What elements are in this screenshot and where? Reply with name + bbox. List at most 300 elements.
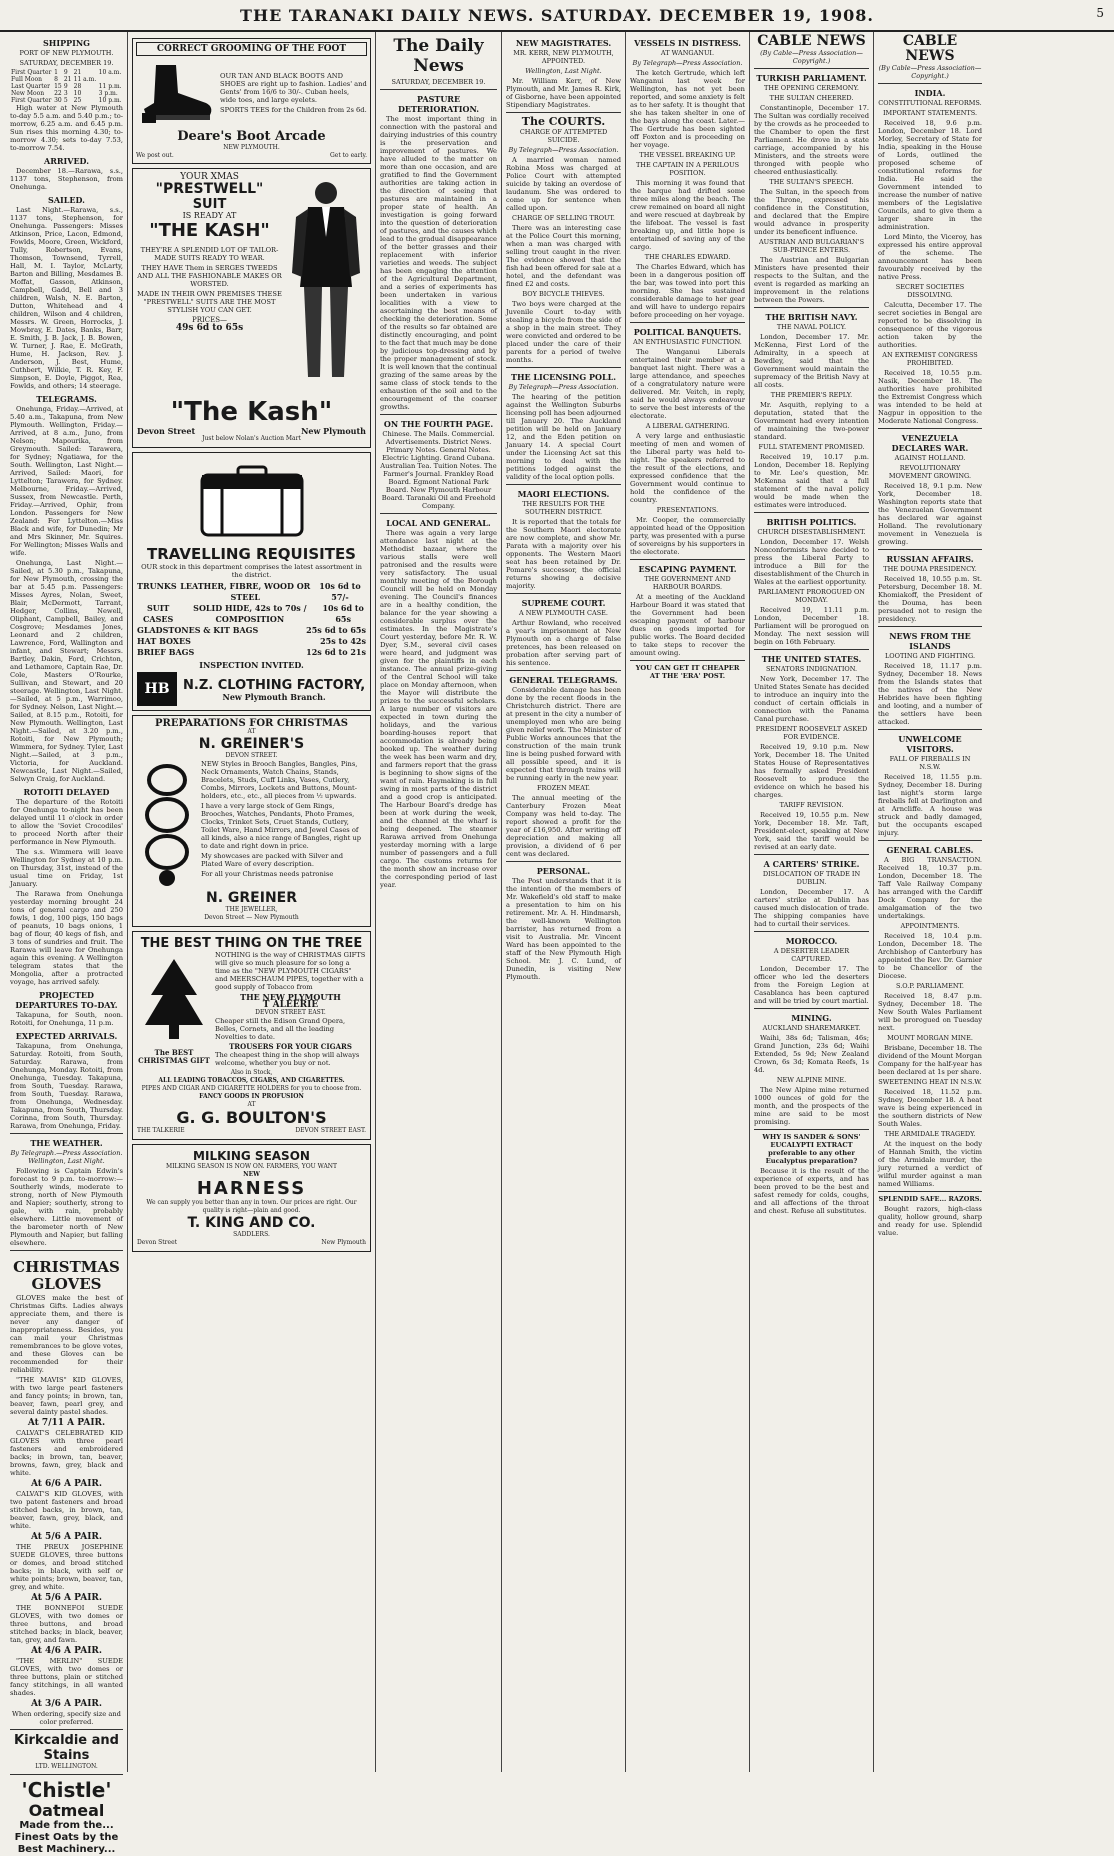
turkish-heading: TURKISH PARLIAMENT.	[756, 73, 867, 83]
british-politics-sub: CHURCH DISESTABLISHMENT.	[757, 528, 866, 536]
moon-cell: 28	[73, 83, 82, 90]
glove-item-price: At 6/6 A PAIR.	[30, 1479, 103, 1489]
russian-heading: RUSSIAN AFFAIRS.	[886, 554, 974, 564]
boot-store: Deare's Boot Arcade	[177, 129, 326, 144]
travel-cell: GLADSTONES & KIT BAGS	[137, 625, 259, 635]
moon-row	[10, 97, 123, 104]
edward-text: The Charles Edward, which has been in a dangerous position off the bar, was towed into port this morning. She has sustained considerable damage to her gear and will have to undergo repairs before proceeding on her voyage.	[630, 263, 745, 319]
tree-text-3: TROUSERS FOR YOUR CIGARS	[229, 1042, 352, 1051]
gloves-text: GLOVES make the best of Christmas Gifts. Ladies always appreciate them, and there is never any danger of inappropriateness. Besides, you can mail your Christmas remembrances to be glove votes, and these Gloves can be recommended for their reliability.	[10, 1294, 123, 1374]
moon-cell: 5	[63, 97, 68, 104]
bicycle-text: Two boys were charged at the Juvenile Court to-day with stealing a bicycle from the side of a shop in the main street. They were convicted and ordered to be placed under the care of their parents for a period of twelve months.	[506, 300, 621, 364]
weather-heading: THE WEATHER.	[30, 1138, 103, 1148]
moon-cell: Last Quarter	[11, 83, 51, 90]
turkish-sub-2: THE SULTAN CHEERED.	[769, 94, 854, 102]
harness-heading: HARNESS	[196, 1178, 307, 1199]
on-page-items: Chinese. The Mails. Commercial. Advertisements. District News. Primary Notes. General Notes. Electric Lighting. Grand Cubana. Australian Tea. Tuition Notes. The Farmer's Journal. Frankley Road Board. Egmont National Park Board. New Plymouth Harbour Board. Taranaki Oil and Freehold Company.	[380, 430, 497, 510]
column-advertisements	[128, 32, 376, 1772]
us-text: New York, December 17. The United States Senate has decided to introduce an inquiry into the conduct of certain officials in connection with the Panama Canal purchase.	[754, 675, 869, 723]
visitors-heading: UNWELCOME VISITORS.	[898, 734, 962, 754]
arrived-text: December 18.—Rarawa, s.s., 1137 tons, Stephenson, from Onehunga.	[10, 167, 123, 191]
licensing-text: The hearing of the petition against the Wellington Suburbs licensing poll has been adjourned till January 20. The Auckland petition will be held on January 12, and the Eden petition on January 14. A special Court under the Licensing Act sat this morning to deal with the petitions lodged against the validity of the local option polls.	[506, 393, 621, 481]
travel-row	[137, 647, 366, 658]
cable-news-heading: CABLE NEWS	[757, 33, 866, 49]
general-cables-heading: GENERAL CABLES.	[886, 845, 974, 855]
tree-also: Also in Stock,	[230, 1069, 273, 1076]
moon-cell: 22	[54, 90, 62, 97]
prorogued-heading: PARLIAMENT PROROGUED ON MONDAY.	[758, 588, 865, 604]
greiner-at: AT	[247, 728, 256, 735]
oatmeal-name: Oatmeal	[28, 1801, 105, 1820]
suit-line-1: YOUR XMAS	[180, 172, 239, 182]
expected-heading: EXPECTED ARRIVALS.	[15, 1031, 118, 1041]
moon-row	[10, 69, 123, 76]
british-politics-text: London, December 17. Welsh Nonconformists have decided to press the Liberal Party to introduce a Bill for the disestablishment of the Church in Wales at the earliest opportunity.	[754, 538, 869, 586]
shipping-heading: SHIPPING	[43, 38, 90, 48]
glove-item-price: At 3/6 A PAIR.	[30, 1699, 103, 1709]
wimmera-text: The s.s. Wimmera will leave Wellington for Sydney at 10 p.m. on Thursday, 31st, instead of the usual time on Friday, 1st January.	[10, 848, 123, 888]
port-heading: PORT OF NEW PLYMOUTH.	[19, 49, 114, 57]
morocco-sub: A DESERTER LEADER CAPTURED.	[773, 947, 850, 963]
india-text: Received 18, 9.6 p.m. London, December 18. Lord Morley, Secretary of State for India, speaking in the House of Lords, outlined the proposed scheme of constitutional reforms for India. He said the Government intended to increase the number of native members of the Legislative Councils, and to give them a larger share in the administration.	[878, 119, 982, 231]
kash-sub: Just below Nolan's Auction Mart	[202, 435, 301, 442]
sale-heading: SPLENDID SAFE... RAZORS.	[878, 1195, 982, 1203]
suit-prices-label: PRICES—	[191, 316, 227, 324]
xmas-heading: PREPARATIONS FOR CHRISTMAS	[155, 718, 348, 729]
travel-heading: TRAVELLING REQUISITES	[147, 545, 356, 563]
column-cable-news-1	[750, 32, 874, 1772]
morocco-text: London, December 17. The officer who led the deserters from the Foreign Legion at Casablanca has been captured and will be tried by court martial.	[754, 965, 869, 1005]
travel-advert	[132, 452, 371, 711]
greiner-signature: N. GREINER	[205, 890, 297, 906]
column-editorial	[376, 32, 502, 1772]
escaping-heading: ESCAPING PAYMENT.	[638, 564, 737, 574]
arrived-heading: ARRIVED.	[44, 156, 89, 166]
expected-text: Takapuna, from Onehunga, Saturday. Rotoiti, from South, Saturday. Rarawa, from Onehunga, Monday. Rotoiti, from Onehunga, Tuesday. Takapuna, from South, Tuesday. Rarawa, from South, Tuesday. Rarawa, from Onehunga, Wednesday. Takapuna, from South, Thursday. Corinna, from South, Thursday. Rarawa, from Onehunga, Friday.	[10, 1042, 123, 1130]
tide-text: High water at New Plymouth to-day 5.5 a.m. and 5.40 p.m.; to-morrow, 6.25 a.m. and 6.45 p.m. Sun rises this morning 4.30; to-morrow 4.30; sets to-day 7.53, to-morrow 7.54.	[10, 104, 123, 152]
column-news-2	[626, 32, 750, 1772]
greiner-text-3: My showcases are packed with Silver and Plated Ware of every description.	[201, 852, 344, 868]
travel-cell: HAT BOXES	[137, 636, 191, 646]
nz-clothing: N.Z. CLOTHING FACTORY,	[183, 677, 366, 693]
editorial-dateline: SATURDAY, DECEMBER 19.	[391, 78, 486, 86]
greiner-name: N. GREINER'S	[198, 736, 305, 752]
moon-row	[10, 83, 123, 90]
president-heading: PRESIDENT ROOSEVELT ASKED FOR EVIDENCE.	[755, 725, 868, 741]
courts-sub: CHARGE OF ATTEMPTED SUICIDE.	[519, 128, 608, 144]
boot-text-2: SPORTS TEES for the Children from 2s 6d.	[220, 106, 367, 114]
india-text-2: Lord Minto, the Viceroy, has expressed his entire approval of the scheme. The announcement has been favourably received by the native Press.	[878, 233, 982, 281]
magistrates-sub: MR. KERR, NEW PLYMOUTH, APPOINTED.	[513, 49, 614, 65]
venezuela-sub: AGAINST HOLLAND.	[894, 454, 966, 462]
liberal-text: A very large and enthusiastic meeting of men and women of the Liberal party was held to-night. The speakers referred to the result of the elections, and expressed confidence that the Government would continue to hold the confidence of the country.	[630, 432, 745, 504]
king-left: Devon Street	[137, 1239, 178, 1246]
on-page-heading: ON THE FOURTH PAGE.	[383, 419, 494, 429]
tree-also-2: ALL LEADING TOBACCOS, CIGARS, AND CIGARETTES.	[158, 1077, 345, 1084]
maori-text: It is reported that the totals for the Southern Maori electorate are now complete, and show Mr. Parata with a majority over his opponents. The Western Maori seat has been retained by Dr. Pomare's successor, the official returns showing a decisive majority.	[506, 518, 621, 590]
weather-text: Following is Captain Edwin's forecast to 9 p.m. to-morrow:—Southerly winds, moderate to strong, north of New Plymouth and Napier; southerly, strong to gale, with rain, probably elsewhere. Little movement of the barometer north of New Plymouth and Napier, but falling elsewhere.	[10, 1167, 123, 1247]
moon-cell: 10	[73, 90, 82, 97]
moon-cell: 11 p.m.	[98, 83, 122, 90]
local-heading: LOCAL AND GENERAL.	[386, 518, 491, 528]
suit-price-range: 49s 6d to 65s	[175, 323, 244, 333]
newspaper-page	[6, 32, 1108, 1855]
british-navy-sub: THE NAVAL POLICY.	[776, 323, 847, 331]
glove-item-price: At 5/6 A PAIR.	[30, 1532, 103, 1542]
venezuela-text: Received 18, 9.1 p.m. New York, December 18. Washington reports state that the Venezuelan Government has declared war against Holland. The revolutionary movement in Venezuela is growing.	[878, 482, 982, 546]
armidale-heading: THE ARMIDALE TRAGEDY.	[884, 1130, 976, 1138]
kash-right: New Plymouth	[301, 426, 366, 436]
magistrates-dateline: Wellington, Last Night.	[525, 67, 602, 75]
sailed-text: Last Night.—Rarawa, s.s., 1137 tons, Stephenson, for Onehunga. Passengers: Misses Atkinson, Price, Lacon, Edmond, Fowlds, Moore, Green, Wickford, Tully, Robertson, Evans, Thomson, Townsend, Tyrrell, Hall, M. I. Taylor, McLarty, Barton and Billing, Mesdames B. Moffat, Gasson, Atkinson, Campbell, Gadd, Bell and 3 children, Walsh, N. E. Barton, Dutton, Whitehead and 4 children, Wilson and 4 children, Messrs. W. Green, Horrocks, J. Mowbray, E. Dates, Banks, Barr, E. Smith, J. B. Jack, J. B. Bowen, W. Turner, J. Rae, E. McGrath, Hume, H. Jackson, Rev. J. Anderson, J. Best, Hume, Cuthbert, Wilkie, T. R. Key, F. Simpson, E. Doyle, Piggot, Rea, Fowlds, and others; 14 steerage.	[10, 206, 123, 390]
general-cables-text: A BIG TRANSACTION. Received 18, 10.37 p.m. London, December 18. The Taff Vale Railway Company has arranged with the Cardiff Dock Company for the amalgamation of the two undertakings.	[878, 856, 982, 920]
travel-cell: TRUNKS	[137, 581, 177, 591]
kash-left: Devon Street	[137, 426, 196, 436]
visitors-text: Received 18, 11.55 p.m. Sydney, December 18. During last night's storm large fireballs fell at Darlington and at Arncliffe. A house was struck and badly damaged, but the occupants escaped injury.	[878, 773, 982, 837]
cable-news-sub-2: (By Cable—Press Association—Copyright.)	[878, 64, 982, 80]
general-telegrams-text: Considerable damage has been done by the recent floods in the Christchurch district. There are at present in the city a number of unemployed men who are being given relief work. The Minister of Public Works announces that the construction of the main trunk line is being pushed forward with all possible speed, and it is expected that through trains will be running early in the new year.	[506, 686, 621, 782]
general-telegrams-heading: GENERAL TELEGRAMS.	[509, 675, 618, 685]
kash-advert	[132, 168, 371, 448]
islands-text: Received 18, 11.17 p.m. Sydney, December 18. News from the Islands states that the natives of the New Hebrides have been fighting and looting, and a number of the settlers have been attacked.	[878, 662, 982, 726]
moon-cell: 21	[63, 76, 72, 83]
milking-heading: MILKING SEASON	[193, 1149, 310, 1163]
moon-cell: 21	[73, 69, 82, 76]
pastoral-heading: PASTURE DETERIORATION.	[397, 94, 480, 114]
austria-heading: AUSTRIAN AND BULGARIAN'S SUB-PRINCE ENTERS.	[758, 238, 865, 254]
rarawa-text: The Rarawa from Onehunga yesterday morning brought 24 tons of general cargo and 250 fowls, 1 dog, 100 pigs, 150 bags of peanuts, 10 bags onions, 1 bag of flour, 40 kegs of fish, and 3 tons of sundries and fruit. The Rarawa will leave for Onehunga again this evening. A Wellington telegram states that the Mongolia, after a protracted voyage, has arrived safely.	[10, 890, 123, 986]
magistrates-heading: NEW MAGISTRATES.	[515, 38, 612, 48]
mining-heading: MINING.	[791, 1013, 832, 1023]
appointments-text: Received 18, 10.4 p.m. London, December 18. The Archbishop of Canterbury has appointed the Rev. Dr. Garnier to be Chancellor of the Diocese.	[878, 932, 982, 980]
travel-cell: 10s 6d to 57/-	[319, 581, 361, 602]
prorogued-text: Received 19, 11.11 p.m. London, December 18. Parliament will be prorogued on Monday. The next session will begin on 16th February.	[754, 606, 869, 646]
tree-text: NOTHING is the way of CHRISTMAS GIFTS will give so much pleasure for so long a time as the "NEW PLYMOUTH CIGARS" and MEERSCHAUM PIPES, together with a good supply of Tobacco from	[215, 951, 366, 991]
glove-item-text: THE PREUX JOSEPHINE SUEDE GLOVES, three buttons or domes, and broad stitched backs; in black, with self or white points; brown, beaver, tan, grey, and white.	[10, 1543, 123, 1591]
secret-text: Calcutta, December 17. The secret societies in Bengal are reported to be dissolving in consequence of the vigorous action taken by the authorities.	[878, 301, 982, 349]
travel-row	[137, 581, 366, 603]
licensing-heading: THE LICENSING POLL.	[510, 372, 616, 382]
maori-heading: MAORI ELECTIONS.	[517, 489, 610, 499]
king-right: New Plymouth	[321, 1239, 366, 1246]
licensing-sub: By Telegraph—Press Association.	[508, 383, 619, 391]
maori-sub: THE RESULTS FOR THE SOUTHERN DISTRICT.	[522, 500, 605, 516]
austria-text: The Austrian and Bulgarian Ministers have presented their respects to the Sultan, and the event is regarded as marking an improvement in the relations between the Powers.	[754, 256, 869, 304]
vessel-breaking-heading: THE VESSEL BREAKING UP.	[639, 151, 736, 159]
travel-cell: 10s 6d to 65s	[322, 603, 364, 624]
sweetening-text: Received 18, 11.52 p.m. Sydney, December 18. A heat wave is being experienced in the southern districts of New South Wales.	[878, 1088, 982, 1128]
mount-heading: MOUNT MORGAN MINE.	[887, 1034, 973, 1042]
travel-row	[137, 636, 366, 647]
moon-cell: 1	[54, 69, 58, 76]
boot-tag-right: Get to early.	[329, 152, 367, 159]
speech-heading: THE SULTAN'S SPEECH.	[769, 178, 854, 186]
moon-cell: 30	[54, 97, 62, 104]
column-shipping	[6, 32, 128, 1855]
india-heading: INDIA.	[914, 88, 946, 98]
suit-figure-icon	[286, 177, 366, 387]
supreme-text: Arthur Rowland, who received a year's imprisonment at New Plymouth on a charge of false pretences, has been released on probation after serving part of his sentence.	[506, 619, 621, 667]
mount-text: Brisbane, December 18. The dividend of the Mount Morgan Company for the half-year has been declared at 1s per share.	[878, 1044, 982, 1076]
glove-item-text: "THE MAVIS" KID GLOVES, with two large pearl fasteners and fancy points; in brown, tan, beaver, fawn, pearl grey, and several dainty pastel shades.	[10, 1376, 123, 1416]
moon-row	[10, 90, 123, 97]
boot-text: OUR TAN AND BLACK BOOTS AND SHOES are right up to fashion. Ladies' and Gents' from 16/6 to 30/-. Cuban heels, wide toes, and large eyelets.	[220, 72, 367, 104]
travel-cell: 25s to 42s	[320, 636, 366, 646]
sale-text: Bought razors, high-class quality, hollow ground, sharp and ready for use. Splendid value.	[878, 1205, 982, 1237]
courts-text: A married woman named Robina Moss was charged at Police Court with attempted suicide by taking an overdose of laudanum. She was ordered to come up for sentence when called upon.	[506, 156, 621, 212]
pastoral-text: The most important thing in connection with the pastoral and dairying industries of this country is the preservation and improvement of pastures. We have alluded to the matter on more than one occasion, and are gratified to find the Government authorities are taking action in the direction of seeing that pastures are maintained in a proper state of health. An investigation is going forward into the question of deterioration of pastures, and the causes which lead to the gradual disappearance of the better grasses and their replacement with inferior varieties and weeds. The subject has been engaging the attention of the Agricultural Department, and a series of experiments has been undertaken in various localities with a view to ascertaining the best means of checking the deterioration. Some of the results so far obtained are distinctly encouraging, and point to the fact that much may be done by judicious top-dressing and by the proper management of stock. It is well known that the continual grazing of the same areas by the same class of stock tends to the exhaustion of the soil and to the encouragement of the coarser growths.	[380, 115, 497, 411]
suit-text-1: THEY'RE A SPLENDID LOT OF TAILOR-MADE SUITS READY TO WEAR.	[140, 246, 279, 262]
banquets-heading: POLITICAL BANQUETS.	[633, 327, 742, 337]
suit-line-2: "PRESTWELL"	[155, 181, 264, 197]
venezuela-heading: VENEZUELA DECLARES WAR.	[891, 433, 969, 453]
congress-heading: AN EXTREMIST CONGRESS PROHIBITED.	[882, 351, 978, 367]
rotoiti-text: The departure of the Rotoiti for Onehunga to-night has been delayed until 11 o'clock in order to allow the 'Soviet Crocodiles' to proceed North after their performance in New Plymouth.	[10, 798, 123, 846]
sop-heading: S.O.P. PARLIAMENT.	[896, 982, 964, 990]
escaping-text: At a meeting of the Auckland Harbour Board it was stated that the Government had been escaping payment of harbour dues on goods imported for public works. The Board decided to take steps to recover the amount owing.	[630, 593, 745, 657]
turkish-sub: THE OPENING CEREMONY.	[763, 84, 859, 92]
chistle-name: 'Chistle'	[21, 1778, 112, 1802]
frozen-heading: FROZEN MEAT.	[537, 784, 590, 792]
carters-sub: DISLOCATION OF TRADE IN DUBLIN.	[762, 870, 861, 886]
islands-heading: NEWS FROM THE ISLANDS	[889, 631, 971, 651]
moon-cell: 9	[63, 83, 68, 90]
president-text: Received 19, 9.10 p.m. New York, December 18. The United States House of Representatives has formally asked President Roosevelt to produce the evidence on which he based his charges.	[754, 743, 869, 799]
gloves-heading: CHRISTMAS GLOVES	[13, 1258, 120, 1293]
tree-heading: THE BEST THING ON THE TREE	[140, 936, 363, 951]
cable-news-sub: (By Cable—Press Association—Copyright.)	[760, 49, 863, 65]
glove-item-price: At 5/6 A PAIR.	[30, 1593, 103, 1603]
india-sub-2: IMPORTANT STATEMENTS.	[882, 109, 978, 117]
liberal-heading: A LIBERAL GATHERING.	[645, 422, 730, 430]
tree-text-2: Cheaper still the Edison Grand Opera, Belles, Cornets, and all the leading Novelties to date.	[215, 1017, 346, 1041]
tariff-text: Received 19, 10.55 p.m. New York, December 18. Mr. Taft, President-elect, speaking at New York, said the tariff would be revised at an early date.	[754, 811, 869, 851]
gloves-footer: When ordering, specify size and color preferred.	[12, 1710, 121, 1726]
alpine-heading: NEW ALPINE MINE.	[776, 1076, 847, 1084]
moon-cell: 10 p.m.	[98, 97, 122, 104]
travel-row	[137, 603, 366, 625]
tree-also-4: FANCY GOODS IN PROFUSION	[199, 1093, 304, 1100]
frozen-text: The annual meeting of the Canterbury Frozen Meat Company was held to-day. The report showed a profit for the year of £16,950. After writing off depreciation and making all provision, a dividend of 6 per cent was declared.	[506, 794, 621, 858]
suit-line-5: "THE KASH"	[149, 220, 270, 241]
tree-store: THE NEW PLYMOUTH	[240, 992, 341, 1002]
travel-row	[137, 625, 366, 636]
full-statement-heading: FULL STATEMENT PROMISED.	[758, 443, 865, 451]
vessels-heading: VESSELS IN DISTRESS.	[634, 38, 741, 48]
shipping-date: SATURDAY, DECEMBER 19.	[19, 59, 114, 67]
inspection-invited: INSPECTION INVITED.	[199, 660, 304, 670]
moon-cell: 8	[54, 76, 58, 83]
boot-town: NEW PLYMOUTH.	[223, 144, 280, 151]
courts-heading: The COURTS.	[521, 115, 606, 128]
glove-item-text: CALVAT'S CELEBRATED KID GLOVES with three pearl fasteners and embroidered backs; in brown, tan, beaver, browns, fawn, grey, black and white.	[10, 1429, 123, 1477]
banquets-sub: AN ENTHUSIASTIC FUNCTION.	[633, 338, 742, 346]
suit-text-3: MADE IN THEIR OWN PREMISES THESE "PRESTWELL" SUITS ARE THE MOST STYLISH YOU CAN GET.	[137, 290, 282, 314]
boot-heading: CORRECT GROOMING OF THE FOOT	[136, 42, 367, 56]
moon-cell: 25	[73, 97, 82, 104]
speech-text: The Sultan, in the speech from the Throne, expressed his confidence in the Constitution, and declared that the Empire would advance in prosperity under its beneficent influence.	[754, 188, 869, 236]
glove-item-price: At 7/11 A PAIR.	[27, 1418, 106, 1428]
carters-text: London, December 17. A carters' strike at Dublin has caused much dislocation of trade. The shipping companies have had to curtail their services.	[754, 888, 869, 928]
nz-branch: New Plymouth Branch.	[222, 691, 326, 702]
banquets-text: The Wanganui Liberals entertained their member at a banquet last night. There was a large attendance, and speeches of a congratulatory nature were delivered. Mr. Veitch, in reply, said he would always endeavour to serve the best interests of the electorate.	[630, 348, 745, 420]
trunk-icon	[192, 461, 312, 541]
column-news-1	[502, 32, 626, 1772]
magistrates-text: Mr. William Kerr, of New Plymouth, and Mr. James R. Kirk, of Gisborne, have been appointed Stipendiary Magistrates.	[506, 77, 621, 109]
masthead-title: THE TARANAKI DAILY NEWS. SATURDAY. DECEMBER 19, 1908.	[240, 5, 874, 25]
armidale-text: At the inquest on the body of Hannah Smith, the victim of the Armidale murder, the jury returned a verdict of wilful murder against a man named Williams.	[878, 1140, 982, 1188]
vessels-text: The ketch Gertrude, which left Wanganui last week for Wellington, has not yet been reported, and some anxiety is felt as to her safety. It is thought that she has taken shelter in one of the bays along the coast. Later.—The Gertrude has been sighted off Foxton and is proceeding on her voyage.	[630, 69, 745, 149]
sander-text: Because it is the result of the experience of experts, and has been proved to be the best and safest remedy for colds, coughs, and all affections of the throat and chest. Refuse all substitutes.	[754, 1167, 869, 1215]
moon-row	[10, 76, 123, 83]
king-name: T. KING AND CO.	[187, 1215, 316, 1231]
edward-heading: THE CHARLES EDWARD.	[644, 253, 731, 261]
vessel-breaking-sub: THE CAPTAIN IN A PERILOUS POSITION.	[635, 161, 740, 177]
glove-list	[10, 1376, 123, 1710]
saddlers: SADDLERS.	[233, 1231, 270, 1238]
mining-text: Waihi, 38s 6d; Talisman, 46s; Grand Junction, 23s 6d; Waihi Extended, 5s 9d; New Zealand Crown, 6s 3d; Komata Reefs, 1s 4d.	[754, 1034, 869, 1074]
visitors-sub: FALL OF FIREBALLS IN N.S.W.	[889, 755, 971, 771]
greiner-street: DEVON STREET.	[225, 752, 278, 759]
glove-item-text: THE BONNEFOI SUEDE GLOVES, with two domes or three buttons, and broad stitched backs; in black, beaver, tan, grey, and fawn.	[10, 1604, 123, 1644]
presentations-text: Mr. Cooper, the commercially appointed head of the Opposition party, was presented with a purse of sovereigns by his supporters in the electorate.	[630, 516, 746, 556]
travel-text: OUR stock in this department comprises the latest assortment in the district.	[141, 563, 362, 579]
tree-also-3: PIPES AND CIGAR AND CIGARETTE HOLDERS for you to choose from.	[141, 1085, 362, 1092]
tariff-heading: TARIFF REVISION.	[779, 801, 844, 809]
local-text: There was again a very large attendance last night at the Methodist bazaar, where the various stalls were well patronised and the results were very satisfactory. The usual monthly meeting of the Borough Council will be held on Monday evening. The Council's finances are in a healthy condition, the balance for the year showing a considerable surplus over the estimates. In the Magistrate's Court yesterday, before Mr. R. W. Dyer, S.M., several civil cases were heard, and judgment was given for the plaintiffs in each instance. The annual prize-giving of the Central School will take place on Monday afternoon, when the Mayor will distribute the prizes to the successful scholars. A large number of visitors are expected in town during the holidays, and the various boarding-houses report that accommodation is already being booked up. The weather during the week has been warm and dry, and farmers report that the grass is beginning to show signs of the want of rain. Haymaking is in full swing in most parts of the district and a good crop is anticipated. The Harbour Board's dredge has been at work during the week, and the channel at the wharf is being deepened. The steamer Rarawa arrived from Onehunga yesterday morning with a large number of passengers and a full cargo. The customs returns for the month show an increase over the corresponding period of last year.	[380, 529, 497, 889]
column-cable-news-2	[874, 32, 986, 1772]
travel-cell: LEATHER, FIBRE, WOOD OR STEEL	[180, 581, 311, 602]
moon-cell: 11 a.m.	[73, 76, 97, 83]
personal-text: The Post understands that it is the intention of the members of Mr. Wakefield's old staff to make a presentation to him on his retirement. Mr. A. H. Hindmarsh, the well-known Wellington barrister, has returned from a visit to Australia. Mr. Vincent Ward has been appointed to the staff of the New Plymouth High School. Mr. J. C. Lund, of Dunedin, is visiting New Plymouth.	[506, 877, 621, 981]
british-navy-heading: THE BRITISH NAVY.	[765, 312, 858, 322]
moon-cell: 15	[54, 83, 62, 90]
hb-logo-icon: HB	[137, 672, 177, 706]
milking-new: NEW	[243, 1171, 260, 1178]
travel-cell: BRIEF BAGS	[137, 647, 195, 657]
moon-table	[10, 69, 123, 104]
tree-store-street: DEVON STREET EAST.	[255, 1009, 326, 1016]
courts-sub-2: By Telegraph—Press Association.	[508, 146, 619, 154]
russian-text: Received 18, 10.55 p.m. St. Petersburg, December 18. M. Khomiakoff, the President of the Douma, has been persuaded not to resign the presidency.	[878, 575, 982, 623]
selling-text: There was an interesting case at the Police Court this morning, when a man was charged with selling trout caught in the river. The evidence showed that the fish had been offered for sale at a hotel, and the defendant was fined £2 and costs.	[506, 224, 621, 288]
glove-item-text: CALVAT'S KID GLOVES, with two patent fasteners and broad stitched backs, in brown, tan, beaver, fawn, grey, black, and white.	[10, 1490, 123, 1530]
milking-text: MILKING SEASON IS NOW ON. FARMERS, YOU WANT	[165, 1163, 338, 1170]
travel-price-list	[137, 581, 366, 658]
tree-at: AT	[247, 1101, 256, 1108]
morocco-heading: MOROCCO.	[785, 936, 838, 946]
tree-text-4: The cheapest thing in the shop will always welcome, whether you buy or not.	[215, 1051, 360, 1067]
jewellery-icon	[137, 760, 197, 890]
premier-heading: THE PREMIER'S REPLY.	[770, 391, 853, 399]
mining-sub: AUCKLAND SHAREMARKET.	[762, 1024, 861, 1032]
congress-text: Received 18, 10.55 p.m. Nasik, December 18. The authorities have prohibited the Extremist Congress which was intended to be held at Nagpur in opposition to the Moderate National Congress.	[878, 369, 982, 425]
moon-cell: New Moon	[11, 90, 45, 97]
moon-cell: 10 a.m.	[98, 69, 122, 76]
rotoiti-heading: ROTOITI DELAYED	[23, 787, 110, 797]
masthead	[0, 0, 1114, 32]
escaping-sub: THE GOVERNMENT AND HARBOUR BOARDS.	[644, 575, 731, 591]
boot-advert	[132, 38, 371, 164]
selling-heading: CHARGE OF SELLING TROUT.	[512, 214, 615, 222]
moon-cell: 3	[63, 90, 68, 97]
suit-text-2: THEY HAVE Them in SERGES TWEEDS AND ALL THE FASHIONABLE MAKES OR WORSTED.	[137, 264, 282, 288]
alpine-text: The New Alpine mine returned 1000 ounces of gold for the month, and the prospects of the mine are said to be most promising.	[754, 1086, 869, 1126]
boot-tag-left: We post out.	[136, 152, 174, 159]
secret-heading: SECRET SOCIETIES DISSOLVING.	[895, 283, 965, 299]
vessel-breaking-text: This morning it was found that the barque had drifted some three miles along the beach. The crew remained on board all night and were rescued at daybreak by the lifeboat. The vessel is fast breaking up, and little hope is entertained of saving any of the cargo.	[630, 179, 745, 251]
suit-line-4: IS READY AT	[182, 211, 237, 220]
weather-sub: By Telegraph.—Press Association. Wellington, Last Night.	[10, 1149, 123, 1165]
sailed-heading: SAILED.	[48, 195, 85, 205]
greiner-advert	[132, 715, 371, 927]
travel-cell: SOLID HIDE, 42s to 70s / COMPOSITION	[193, 603, 307, 624]
presentations-heading: PRESENTATIONS.	[656, 506, 719, 514]
telegrams-heading: TELEGRAMS.	[36, 394, 97, 404]
us-heading: THE UNITED STATES.	[761, 654, 862, 664]
sop-text: Received 18, 8.47 p.m. Sydney, December 18. The New South Wales Parliament will be prorogued on Tuesday next.	[878, 992, 982, 1032]
projected-text: Takapuna, for South, noon. Rotoiti, for Onehunga, 11 p.m.	[10, 1011, 123, 1027]
tree-caption: The BEST CHRISTMAS GIFT	[138, 1048, 210, 1065]
telegrams-text-2: Onehunga, Last Night.—Sailed, at 5.30 p.m., Takapuna, for New Plymouth, crossing the bar at 5.45 p.m. Passengers: Misses Ayres, Nolan, Sweet, Blair, McDermott, Tarrant, Hedger, Collins, Newell, Oliphant, Campbell, Bailey, and Cosgrove; Mesdames Jones, Leonard and 2 children, Lawrence, Ford, Wallington and infant, and Stewart; Messrs. Bartley, Dakin, Ford, Crichton, and Lethamore, Captain Rae, Dr. Cole, Masters O'Rourke, Sullivan, and Stewart, and 20 steerage. Wellington, Last Night.—Sailed, at 5 p.m., Warrimoo, for Sydney. Nelson, Last Night.—Sailed, at 8.15 p.m., Rotoiti, for New Plymouth. Wellington, Last Night.—Sailed, at 3.20 p.m., Rotoiti, for New Plymouth; Wimmera, for Sydney. Tyler, Last Night.—Sailed, at 3 p.m., Victoria, for Auckland. Newcastle, Last Night.—Sailed, Selwyn Craig, for Auckland.	[10, 559, 123, 783]
tree-advert	[132, 931, 371, 1140]
glove-item-text: "THE MERLIN" SUEDE GLOVES, with two domes or three buttons, plain or stitched fancy stitchings, in all wanted shades.	[10, 1657, 123, 1697]
greiner-address: Devon Street — New Plymouth	[204, 914, 299, 921]
india-sub: CONSTITUTIONAL REFORMS.	[878, 99, 982, 107]
christmas-tree-icon	[139, 955, 209, 1045]
vessels-sub-2: By Telegraph—Press Association.	[632, 59, 743, 67]
supreme-sub: A NEW PLYMOUTH CASE.	[519, 609, 608, 617]
travel-cell: SUIT CASES	[143, 603, 174, 624]
projected-heading: PROJECTED DEPARTURES TO-DAY.	[15, 990, 118, 1010]
editorial-title: The Daily News	[393, 36, 484, 76]
british-politics-heading: BRITISH POLITICS.	[766, 517, 857, 527]
vessels-sub: AT WANGANUI.	[660, 49, 715, 57]
kash-name: "The Kash"	[170, 397, 333, 427]
turkish-text: Constantinople, December 17. The Sultan was cordially received by the crowds as he proceeded to the Chamber to open the first Parliament. He drove in a state carriage, accompanied by his Ministers, and the streets were thronged with people who cheered enthusiastically.	[754, 104, 869, 176]
harness-text: We can supply you better than any in town. Our prices are right. Our quality is right—plain and good.	[146, 1199, 357, 1214]
boulton-right: DEVON STREET EAST.	[295, 1127, 366, 1134]
british-navy-text: London, December 17. Mr. McKenna, First Lord of the Admiralty, in a speech at Bewdley, said that the Government would maintain the supremacy of the British Navy at all costs.	[754, 333, 869, 389]
oatmeal-tag-2: Finest Oats by the	[14, 1832, 119, 1843]
supreme-heading: SUPREME COURT.	[521, 598, 606, 608]
moon-cell: 9	[63, 69, 68, 76]
moon-cell: 3 p.m.	[98, 90, 118, 97]
islands-sub: LOOTING AND FIGHTING.	[884, 652, 976, 660]
appointments-heading: APPOINTMENTS.	[900, 922, 960, 930]
russian-sub: THE DOUMA PRESIDENCY.	[883, 565, 977, 573]
harness-advert	[132, 1144, 371, 1252]
greiner-role: THE JEWELLER,	[225, 906, 278, 913]
greiner-text-1: NEW Styles in Brooch Bangles, Bangles, Pins, Neck Ornaments, Watch Chains, Stands, Bracelets, Studs, Cuff Links, Vases, Cutlery, Combs, Mirrors, Lockets and Buttons, Mount-holders, etc., etc., all pieces from ½ upwards.	[201, 760, 358, 800]
sweetening-heading: SWEETENING HEAT IN N.S.W.	[878, 1078, 982, 1086]
full-statement-text: Received 19, 10.17 p.m. London, December 18. Replying to Mr. Lee's question, Mr. McKenna said that a full statement of the naval policy would be made when the estimates were introduced.	[754, 453, 869, 509]
venezuela-sub-2: REVOLUTIONARY MOVEMENT GROWING.	[888, 464, 972, 480]
us-sub: SENATORS INDIGNATION.	[765, 665, 858, 673]
telegrams-text: Onehunga, Friday.—Arrived, at 5.40 a.m., Takapuna, from New Plymouth. Wellington, Friday.—Arrived, at 8 a.m., Juno, from Nelson; Mapourika, from Greymouth. Sailed: Tarawera, for Sydney; Ngatiawa, for the South. Wellington, Last Night.—Arrived, Sailed: Maori, for Lyttelton; Tarawera, for Sydney. Melbourne, Friday.—Arrived, Sussex, from Newcastle. Perth, Friday.—Arrived, Ophir, from London. Passengers for New Zealand: For Lyttelton.—Miss Black and wife, for Dunedin; Mr and Mrs Skinner, Mr. Squires. For Wellington; Misses Walls and wife.	[10, 405, 123, 557]
travel-cell: 25s 6d to 65s	[306, 625, 366, 635]
sander-heading: WHY IS SANDER & SONS' EUCALYPTI EXTRACT preferable to any other Eucalyptus preparation?	[762, 1133, 861, 1165]
boulton-name: G. G. BOULTON'S	[176, 1108, 327, 1127]
cable-news-heading-2: CABLE NEWS	[902, 33, 958, 64]
suit-line-3: SUIT	[192, 197, 227, 212]
oatmeal-tag-1: Made from the...	[19, 1820, 114, 1831]
boot-icon	[136, 63, 216, 125]
premier-text: Mr. Asquith, replying to a deputation, stated that the Government had every intention of maintaining the two-power standard.	[754, 401, 869, 441]
personal-heading: PERSONAL.	[536, 866, 591, 876]
greiner-text-2: I have a very large stock of Gem Rings, Brooches, Watches, Pendants, Photo Frames, Clocks, Trinket Sets, Cruet Stands, Cutlery, Toilet Ware, Hand Mirrors, and Jewel Cases of all kinds, also a nice range of Bangles, right up to date and right down in price.	[201, 802, 362, 850]
travel-cell: 12s 6d to 21s	[306, 647, 366, 657]
